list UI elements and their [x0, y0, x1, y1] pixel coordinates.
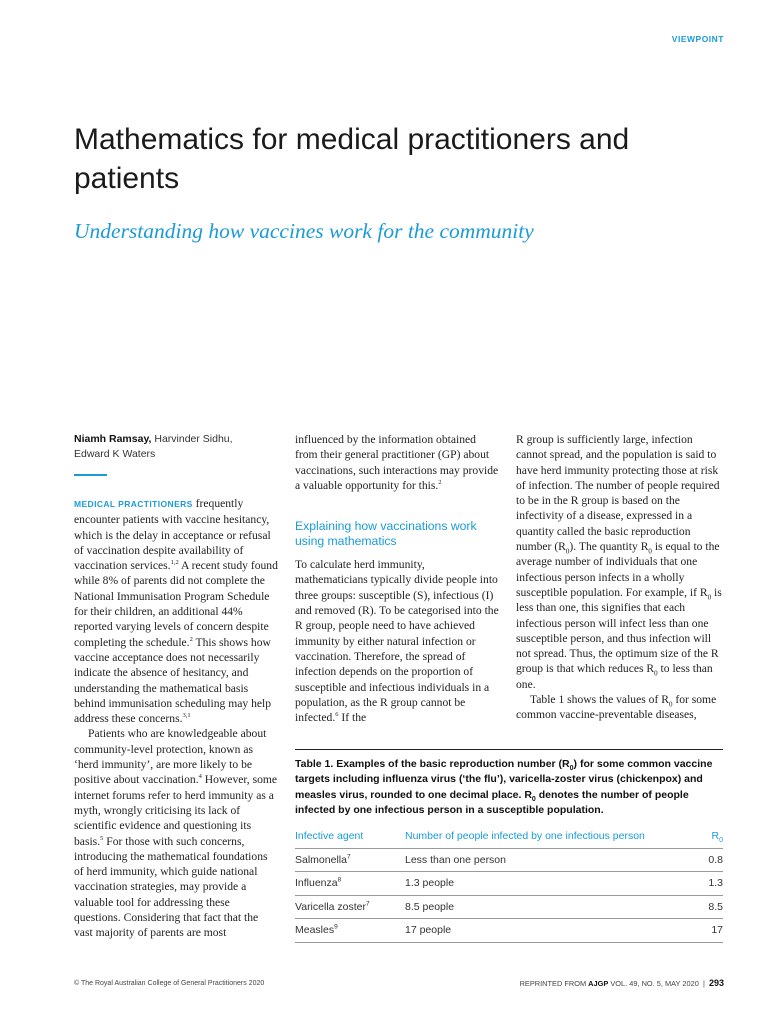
cell-number: 17 people	[405, 919, 655, 943]
text-run: ) for some common vaccine targets including influenza virus (‘the flu’), varicella-zoster virus (chickenpox) and measles virus, rounded to one decimal place. R	[295, 758, 713, 801]
cell-number: 8.5 people	[405, 895, 655, 919]
text-run: If the	[338, 711, 367, 725]
copyright-footer: © The Royal Australian College of General Practitioners 2020	[74, 980, 265, 987]
paragraph	[295, 557, 500, 725]
coauthors-line-1: Harvinder Sidhu,	[151, 433, 233, 445]
cell-agent	[295, 872, 405, 896]
table-caption	[295, 757, 723, 819]
text-run: For those with such concerns, introducing the mathematical foundations of herd immunity, which guide national vaccination strategies, may provide a valuable tool for addressing these questions. Considering that fact that the vast majority of parents are most	[74, 834, 268, 940]
text-run: To calculate herd immunity, mathematicians typically divide people into three groups: susceptible (S), infectious (I) and removed (R). To be categorised into the R group, people need to have achieved immunity by either natural infection or vaccination. Therefore, the spread of infection depends on the proportion of susceptible and infectious individuals in a population, as the R group cannot be infected.	[295, 558, 499, 725]
citation: 2	[189, 635, 193, 643]
text-run: Table 1. Examples of the basic reproduction number (R	[295, 758, 570, 770]
cell-r0: 17	[655, 919, 723, 943]
text-run: ). The quantity R	[569, 540, 649, 554]
section-label: VIEWPOINT	[671, 34, 724, 44]
table-row	[295, 872, 723, 896]
cell-agent	[295, 848, 405, 872]
text-run: Table 1 shows the values of R	[530, 693, 669, 707]
data-table	[295, 829, 723, 943]
cell-number: Less than one person	[405, 848, 655, 872]
table-row	[295, 848, 723, 872]
citation: 7	[346, 853, 351, 861]
text-run: However, some internet forums refer to herd immunity as a myth, wrongly criticising its lack of scientific evidence and questioning its basis.	[74, 773, 278, 848]
journal-footer	[520, 978, 724, 988]
cell-r0: 1.3	[655, 872, 723, 896]
column-3	[516, 432, 722, 723]
journal-name: AJGP	[588, 979, 609, 988]
text-run: Salmonella	[295, 853, 347, 866]
citation: 2	[438, 479, 442, 487]
page-number: 293	[708, 978, 724, 988]
column-1	[74, 432, 278, 941]
table-row	[295, 919, 723, 943]
subscript: 0	[707, 593, 712, 602]
text-run: Influenza	[295, 877, 338, 890]
text-run: VOL. 49, NO. 5, MAY 2020	[608, 979, 699, 988]
cell-r0: 0.8	[655, 848, 723, 872]
column-header-agent: Infective agent	[295, 829, 405, 849]
subscript: 0	[569, 765, 574, 773]
paragraph	[74, 726, 278, 940]
paragraph	[516, 692, 722, 723]
lead-in: MEDICAL PRACTITIONERS	[74, 499, 193, 509]
table-1	[295, 749, 723, 943]
citation: 9	[334, 923, 338, 931]
citation: 8	[337, 876, 342, 884]
text-run: to less than one.	[516, 662, 713, 691]
citation: 4	[198, 773, 202, 781]
text-run: A recent study found while 8% of parents did not complete the National Immunisation Program Schedule for their children, an additional 44% reported varying levels of concern despite completing the schedule.	[74, 559, 278, 649]
citation: 1,2	[170, 559, 179, 567]
subscript: 0	[531, 795, 536, 803]
column-header-number: Number of people infected by one infectious person	[405, 829, 655, 849]
article-title: Mathematics for medical practitioners and patients	[74, 123, 630, 195]
section-heading: Explaining how vaccinations work using mathematics	[295, 519, 477, 549]
citation: 3,1	[182, 712, 191, 720]
text-run: frequently encounter patients with vaccine hesitancy, which is the delay in acceptance or refusal of vaccination despite availability of vaccination services.	[74, 497, 271, 573]
separator: |	[702, 979, 705, 988]
citation: 7	[366, 900, 370, 908]
paragraph	[295, 432, 500, 493]
table-row	[295, 895, 723, 919]
subscript: 0	[719, 836, 723, 844]
text-run: influenced by the information obtained from their general practitioner (GP) about vaccinations, such interactions may provide a valuable opportunity for this.	[295, 433, 499, 492]
paragraph	[74, 496, 278, 726]
text-run: R group is sufficiently large, infection cannot spread, and the population is said to have herd immunity protecting those at risk of infection. The number of people required to be in the R group is based on the infectivity of a disease, expressed in a quantity called the basic reproduction number (R	[516, 433, 720, 554]
coauthors-line-2: Edward K Waters	[74, 448, 156, 460]
text-run: This shows how vaccine acceptance does not necessarily indicate the absence of hesitancy, and understanding the mathematical basis behind immunisation scheduling may help address these concerns.	[74, 635, 272, 726]
lead-author: Niamh Ramsay,	[74, 433, 152, 445]
text-run: Varicella zoster	[295, 900, 366, 913]
citation: 5	[100, 834, 104, 842]
text-run: is less than one, this signifies that each infectious person will infect less than one susceptible person, and thus infection will not spread. Thus, the optimum size of the R group is that which reduces R	[516, 585, 722, 676]
text-run: R	[711, 829, 720, 842]
column-2	[295, 432, 500, 725]
subscript: 0	[668, 700, 673, 709]
text-run: Patients who are knowledgeable about community-level protection, known as ‘herd immunity’, are more likely to be positive about vaccination.	[74, 727, 267, 787]
subscript: 0	[654, 669, 658, 678]
cell-r0: 8.5	[655, 895, 723, 919]
accent-rule	[74, 474, 107, 476]
text-run: Measles	[295, 924, 335, 937]
table-header-row	[295, 829, 723, 849]
text-run: denotes the number of people infected by one infectious person in a susceptible population.	[295, 788, 689, 817]
text-run: is equal to the average number of individuals that one infectious person infects in a wholly susceptible population. For example, if R	[516, 540, 720, 599]
cell-agent	[295, 895, 405, 919]
article-subtitle: Understanding how vaccines work for the community	[74, 219, 534, 243]
subscript: 0	[648, 547, 652, 556]
subscript: 0	[565, 547, 570, 556]
text-run: for some common vaccine-preventable diseases,	[516, 693, 717, 722]
cell-agent	[295, 919, 405, 943]
author-list	[74, 432, 278, 462]
citation: 6	[335, 711, 339, 719]
column-header-r0	[655, 829, 723, 849]
cell-number: 1.3 people	[405, 872, 655, 896]
text-run: REPRINTED FROM	[519, 979, 589, 988]
paragraph	[516, 432, 722, 692]
